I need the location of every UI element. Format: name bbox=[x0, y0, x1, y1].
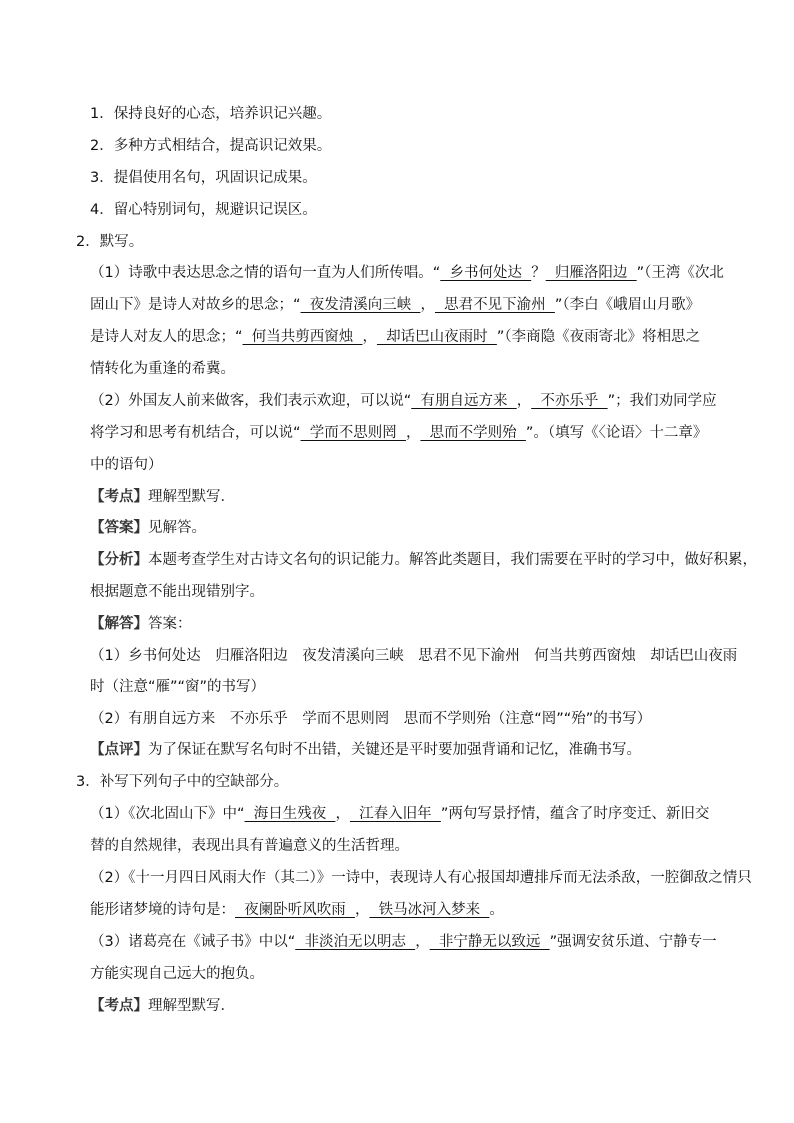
blank-answer: 思而不学则殆 bbox=[420, 425, 526, 441]
kaodian-tag: 【考点】 bbox=[90, 998, 148, 1014]
tip-3: 3．提倡使用名句，巩固识记成果。 bbox=[90, 170, 317, 186]
q3-p1-line2: 替的自然规律，表现出具有普遍意义的生活哲理。 bbox=[90, 838, 409, 854]
tip-4: 4．留心特别词句，规避识记误区。 bbox=[90, 202, 317, 218]
dianping-tag: 【点评】 bbox=[90, 742, 148, 758]
text: 将学习和思考有机结合，可以说“ bbox=[90, 425, 301, 441]
text: 。 bbox=[489, 902, 504, 918]
text: （1）诗歌中表达思念之情的语句一直为人们所传唱。“ bbox=[90, 265, 441, 281]
q3-p2-line2 bbox=[90, 900, 504, 920]
jieda-row bbox=[90, 614, 192, 634]
text: 能形诸梦境的诗句是： bbox=[90, 902, 235, 918]
fenxi-text: 本题考查学生对古诗文名句的识记能力。解答此类题目，我们需要在平时的学习中，做好积累， bbox=[148, 552, 757, 568]
text: ， bbox=[335, 806, 350, 822]
text: ， bbox=[420, 297, 435, 313]
text: ， bbox=[362, 329, 377, 345]
tip-1: 1．保持良好的心态，培养识记兴趣。 bbox=[90, 106, 332, 122]
text: ”（李商隐《夜雨寄北》将相思之 bbox=[496, 329, 701, 345]
kaodian-row bbox=[90, 487, 235, 507]
blank-answer: 学而不思则罔 bbox=[300, 425, 406, 441]
tip-2: 2．多种方式相结合，提高识记效果。 bbox=[90, 138, 332, 154]
dianping-row bbox=[90, 740, 641, 760]
q2-p1-line2 bbox=[90, 295, 700, 315]
jieda-text: 答案： bbox=[148, 616, 192, 632]
blank-answer: 却话巴山夜雨时 bbox=[376, 329, 497, 345]
q2-p2-line2 bbox=[90, 423, 707, 443]
blank-answer: 非宁静无以致远 bbox=[429, 934, 550, 950]
text: ， bbox=[415, 934, 430, 950]
jieda-tag: 【解答】 bbox=[90, 616, 148, 632]
dianping-text: 为了保证在默写名句时不出错，关键还是平时要加强背诵和记忆，准确书写。 bbox=[148, 742, 641, 758]
text: ”。（填写《〈论语〉十二章》 bbox=[525, 425, 708, 441]
blank-answer: 乡书何处达 bbox=[440, 265, 532, 281]
text: （3）诸葛亮在《诫子书》中以“ bbox=[90, 934, 296, 950]
answer-row bbox=[90, 518, 206, 538]
answer-1-line1: （1）乡书何处达 归雁洛阳边 夜发清溪向三峡 思君不见下渝州 何当共剪西窗烛 却话巴山夜雨 bbox=[90, 648, 738, 664]
blank-answer: 何当共剪西窗烛 bbox=[242, 329, 363, 345]
blank-answer: 夜阑卧听风吹雨 bbox=[235, 902, 355, 918]
question-2-heading: 2．默写。 bbox=[76, 234, 144, 250]
text: 是诗人对友人的思念；“ bbox=[90, 329, 243, 345]
q2-p2-line1 bbox=[90, 391, 717, 411]
fenxi-line2: 根据题意不能出现错别字。 bbox=[90, 584, 264, 600]
blank-answer: 非淡泊无以明志 bbox=[295, 934, 416, 950]
answer-2: （2）有朋自远方来 不亦乐乎 学而不思则罔 思而不学则殆（注意“罔”“殆”的书写） bbox=[90, 711, 652, 727]
kaodian-tag: 【考点】 bbox=[90, 489, 148, 505]
text: ”（李白《峨眉山月歌》 bbox=[554, 297, 701, 313]
answer-1-line2: 时（注意“雁”“窗”的书写） bbox=[90, 679, 266, 695]
text: ， bbox=[354, 902, 370, 918]
fenxi-tag: 【分析】 bbox=[90, 552, 148, 568]
q2-p1-line1 bbox=[90, 263, 724, 283]
kaodian-text: 理解型默写． bbox=[148, 998, 235, 1014]
q3-p3-line1 bbox=[90, 932, 717, 952]
text: ？ bbox=[531, 265, 546, 281]
q2-p1-line3 bbox=[90, 327, 700, 347]
text: ”强调安贫乐道、宁静专一 bbox=[549, 934, 717, 950]
text: ”（王湾《次北 bbox=[636, 265, 724, 281]
text: ， bbox=[405, 425, 421, 441]
text: （1）《次北固山下》中“ bbox=[90, 806, 245, 822]
blank-answer: 夜发清溪向三峡 bbox=[300, 297, 421, 313]
q2-p1-line4: 情转化为重逢的希冀。 bbox=[90, 361, 235, 377]
blank-answer: 江春入旧年 bbox=[349, 806, 441, 822]
blank-answer: 归雁洛阳边 bbox=[545, 265, 637, 281]
text: ， bbox=[516, 393, 532, 409]
text: ”两句写景抒情，蕴含了时序变迁、新旧交 bbox=[440, 806, 710, 822]
fenxi-row bbox=[90, 550, 757, 570]
q2-p2-line3: 中的语句） bbox=[90, 457, 163, 473]
blank-answer: 不亦乐乎 bbox=[531, 393, 608, 409]
text: 固山下》是诗人对故乡的思念；“ bbox=[90, 297, 301, 313]
blank-answer: 思君不见下渝州 bbox=[434, 297, 555, 313]
blank-answer: 海日生残夜 bbox=[244, 806, 336, 822]
answer-tag: 【答案】 bbox=[90, 520, 148, 536]
q3-p1-line1 bbox=[90, 804, 709, 824]
answer-text: 见解答。 bbox=[148, 520, 206, 536]
text: （2）外国友人前来做客，我们表示欢迎，可以说“ bbox=[90, 393, 412, 409]
q3-p3-line2: 方能实现自己远大的抱负。 bbox=[90, 966, 264, 982]
blank-answer: 有朋自远方来 bbox=[411, 393, 517, 409]
kaodian-text: 理解型默写． bbox=[148, 489, 235, 505]
text: ”；我们劝同学应 bbox=[607, 393, 717, 409]
blank-answer: 铁马冰河入梦来 bbox=[369, 902, 490, 918]
q3-kaodian-row bbox=[90, 996, 235, 1016]
q3-p2-line1: （2）《十一月四日风雨大作（其二）》一诗中，表现诗人有心报国却遭排斥而无法杀敌，一腔御敌之情只 bbox=[90, 870, 752, 886]
question-3-heading: 3．补写下列句子中的空缺部分。 bbox=[76, 774, 289, 790]
